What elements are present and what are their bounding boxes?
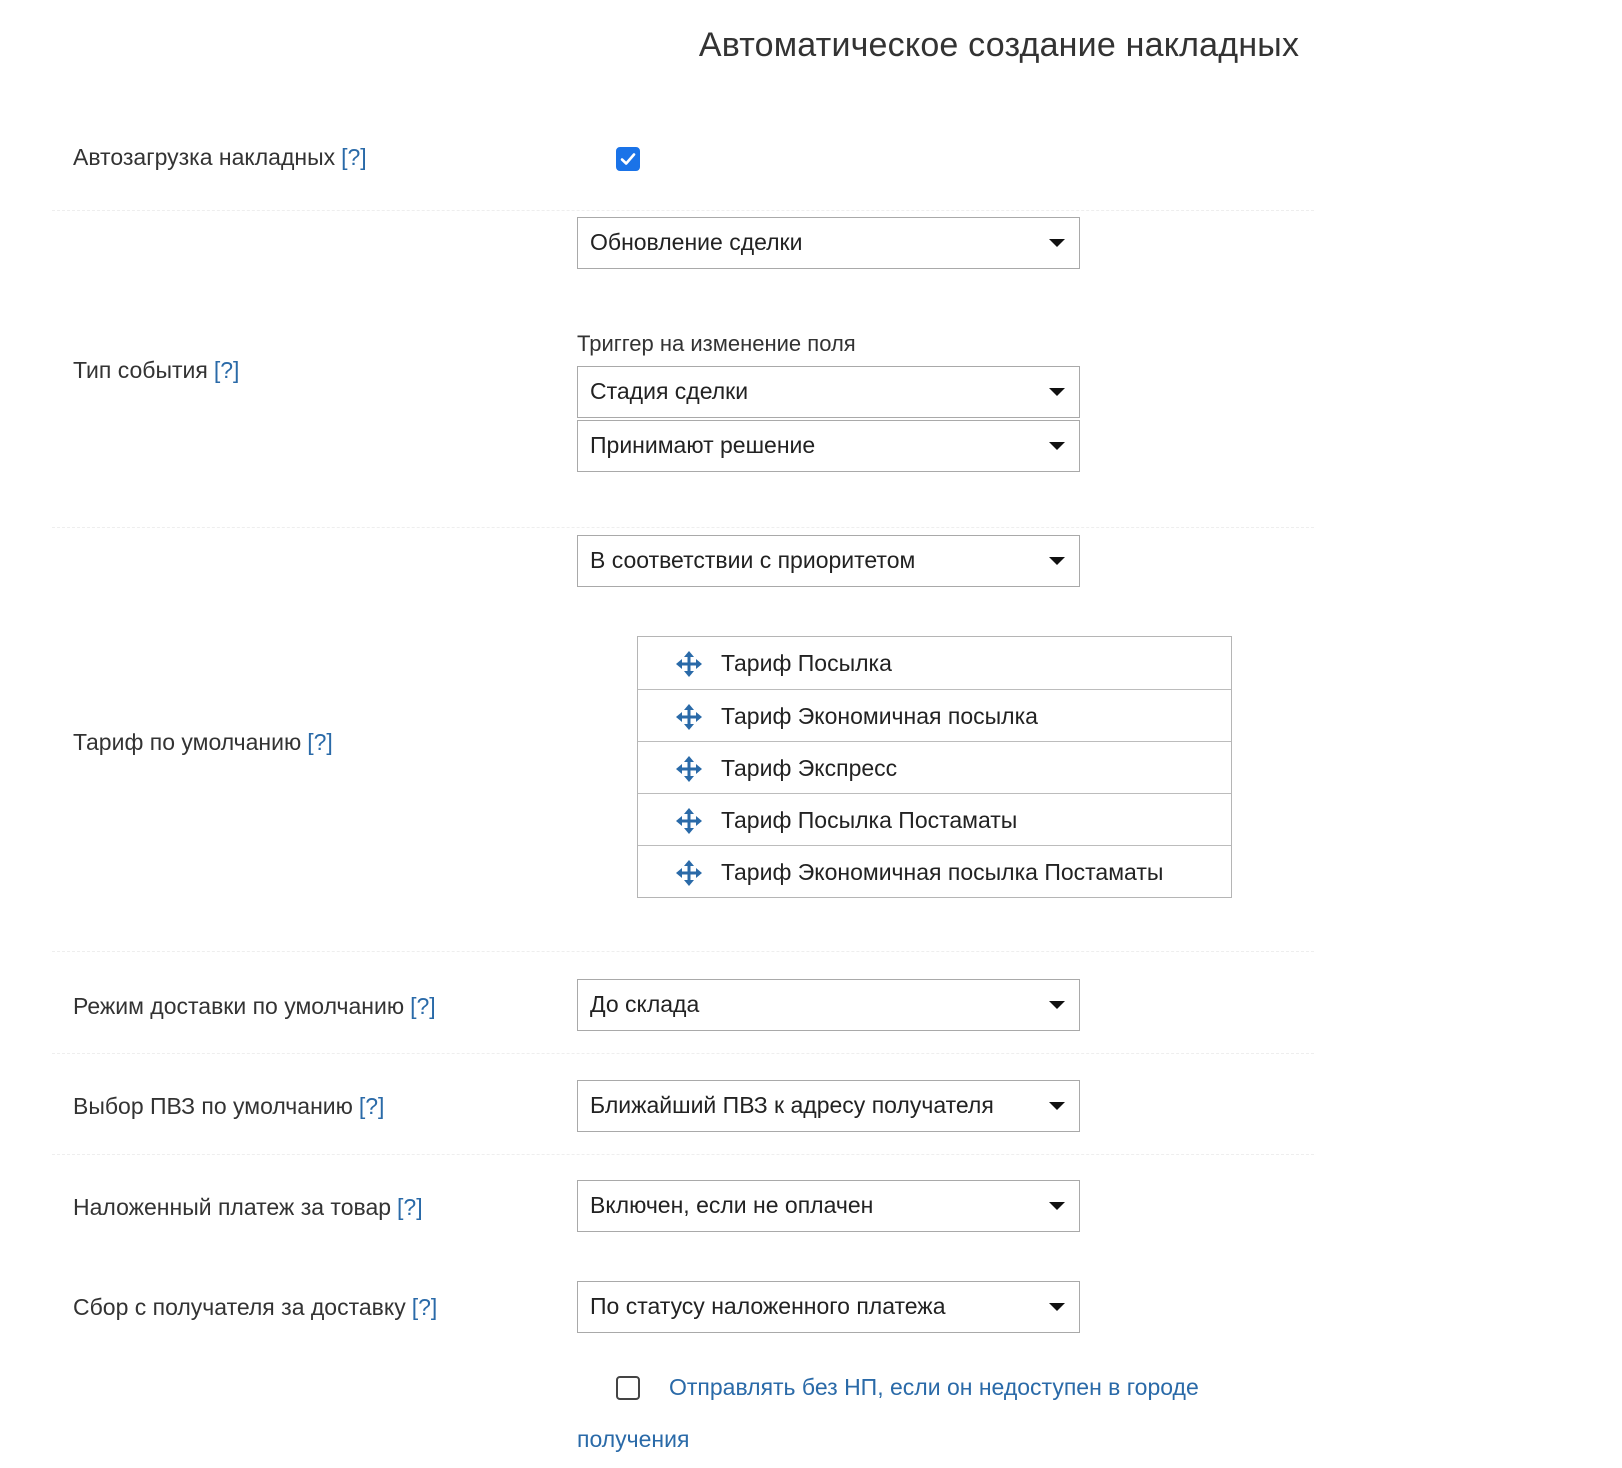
checkmark-icon [619,150,637,168]
tariff-mode-select[interactable] [577,535,1080,587]
delivery-mode-select[interactable] [577,979,1080,1031]
delivery-fee-label [73,1294,437,1321]
chevron-down-icon [1049,239,1065,247]
cod-payment-select[interactable] [577,1180,1080,1232]
move-arrows-icon[interactable] [676,808,702,834]
move-arrows-icon[interactable] [676,756,702,782]
chevron-down-icon [1049,1001,1065,1009]
delivery-fee-label-text: Сбор с получателя за доставку [73,1294,406,1320]
delivery-mode-label-text: Режим доставки по умолчанию [73,993,405,1019]
tariff-mode-select-value: В соответствии с приоритетом [590,547,916,573]
tariff-priority-list [637,636,1232,898]
event-type-select[interactable] [577,217,1080,269]
tariff-item[interactable] [638,689,1231,741]
move-arrows-icon[interactable] [676,704,702,730]
divider [52,1154,1314,1155]
cod-payment-label-text: Наложенный платеж за товар [73,1194,392,1220]
autoload-checkbox[interactable] [616,147,640,171]
trigger-field-select[interactable] [577,366,1080,418]
tariff-item-label: Тариф Экспресс [721,755,898,781]
tariff-item-label: Тариф Посылка [721,650,892,676]
chevron-down-icon [1049,557,1065,565]
default-tariff-label [73,729,333,756]
trigger-value-select-value: Принимают решение [590,432,816,458]
tariff-item-label: Тариф Экономичная посылка Постаматы [721,859,1164,885]
event-type-select-value: Обновление сделки [590,229,803,255]
delivery-fee-help-link[interactable]: [?] [411,1294,438,1320]
pickup-point-label [73,1093,384,1120]
move-arrows-icon[interactable] [676,651,702,677]
pickup-point-select-value: Ближайший ПВЗ к адресу получателя [590,1092,994,1118]
default-tariff-help-link[interactable]: [?] [307,729,333,755]
send-without-cod-label-line2[interactable]: получения [577,1426,690,1452]
delivery-mode-label [73,993,436,1020]
cod-payment-select-value: Включен, если не оплачен [590,1192,874,1218]
delivery-fee-select-value: По статусу наложенного платежа [590,1293,946,1319]
pickup-point-label-text: Выбор ПВЗ по умолчанию [73,1093,353,1119]
cod-payment-help-link[interactable]: [?] [397,1194,423,1220]
chevron-down-icon [1049,1102,1065,1110]
divider [52,210,1314,211]
tariff-item[interactable] [638,637,1231,689]
event-type-help-link[interactable]: [?] [213,357,240,383]
autoload-help-link[interactable]: [?] [341,144,367,170]
autoload-label-text: Автозагрузка накладных [73,144,336,170]
chevron-down-icon [1049,442,1065,450]
delivery-mode-help-link[interactable]: [?] [410,993,436,1019]
delivery-fee-select[interactable] [577,1281,1080,1333]
tariff-item-label: Тариф Экономичная посылка [721,703,1038,729]
trigger-field-select-value: Стадия сделки [590,378,749,404]
send-without-cod-checkbox[interactable] [616,1376,640,1400]
chevron-down-icon [1049,388,1065,396]
divider [52,1053,1314,1054]
trigger-value-select[interactable] [577,420,1080,472]
pickup-point-select[interactable] [577,1080,1080,1132]
default-tariff-label-text: Тариф по умолчанию [73,729,302,755]
event-type-label-text: Тип события [73,357,208,383]
divider [52,527,1314,528]
tariff-item[interactable] [638,741,1231,793]
trigger-caption: Триггер на изменение поля [577,331,856,356]
page-title: Автоматическое создание накладных [698,26,1300,64]
move-arrows-icon[interactable] [676,860,702,886]
chevron-down-icon [1049,1303,1065,1311]
pickup-point-help-link[interactable]: [?] [358,1093,385,1119]
chevron-down-icon [1049,1202,1065,1210]
divider [52,951,1314,952]
autoload-label [73,144,367,171]
tariff-item[interactable] [638,793,1231,845]
cod-payment-label [73,1194,423,1221]
delivery-mode-select-value: До склада [590,991,700,1017]
tariff-item[interactable] [638,845,1231,897]
tariff-item-label: Тариф Посылка Постаматы [721,807,1018,833]
send-without-cod-label-line1[interactable]: Отправлять без НП, если он недоступен в городе [669,1374,1199,1400]
event-type-label [73,357,239,384]
